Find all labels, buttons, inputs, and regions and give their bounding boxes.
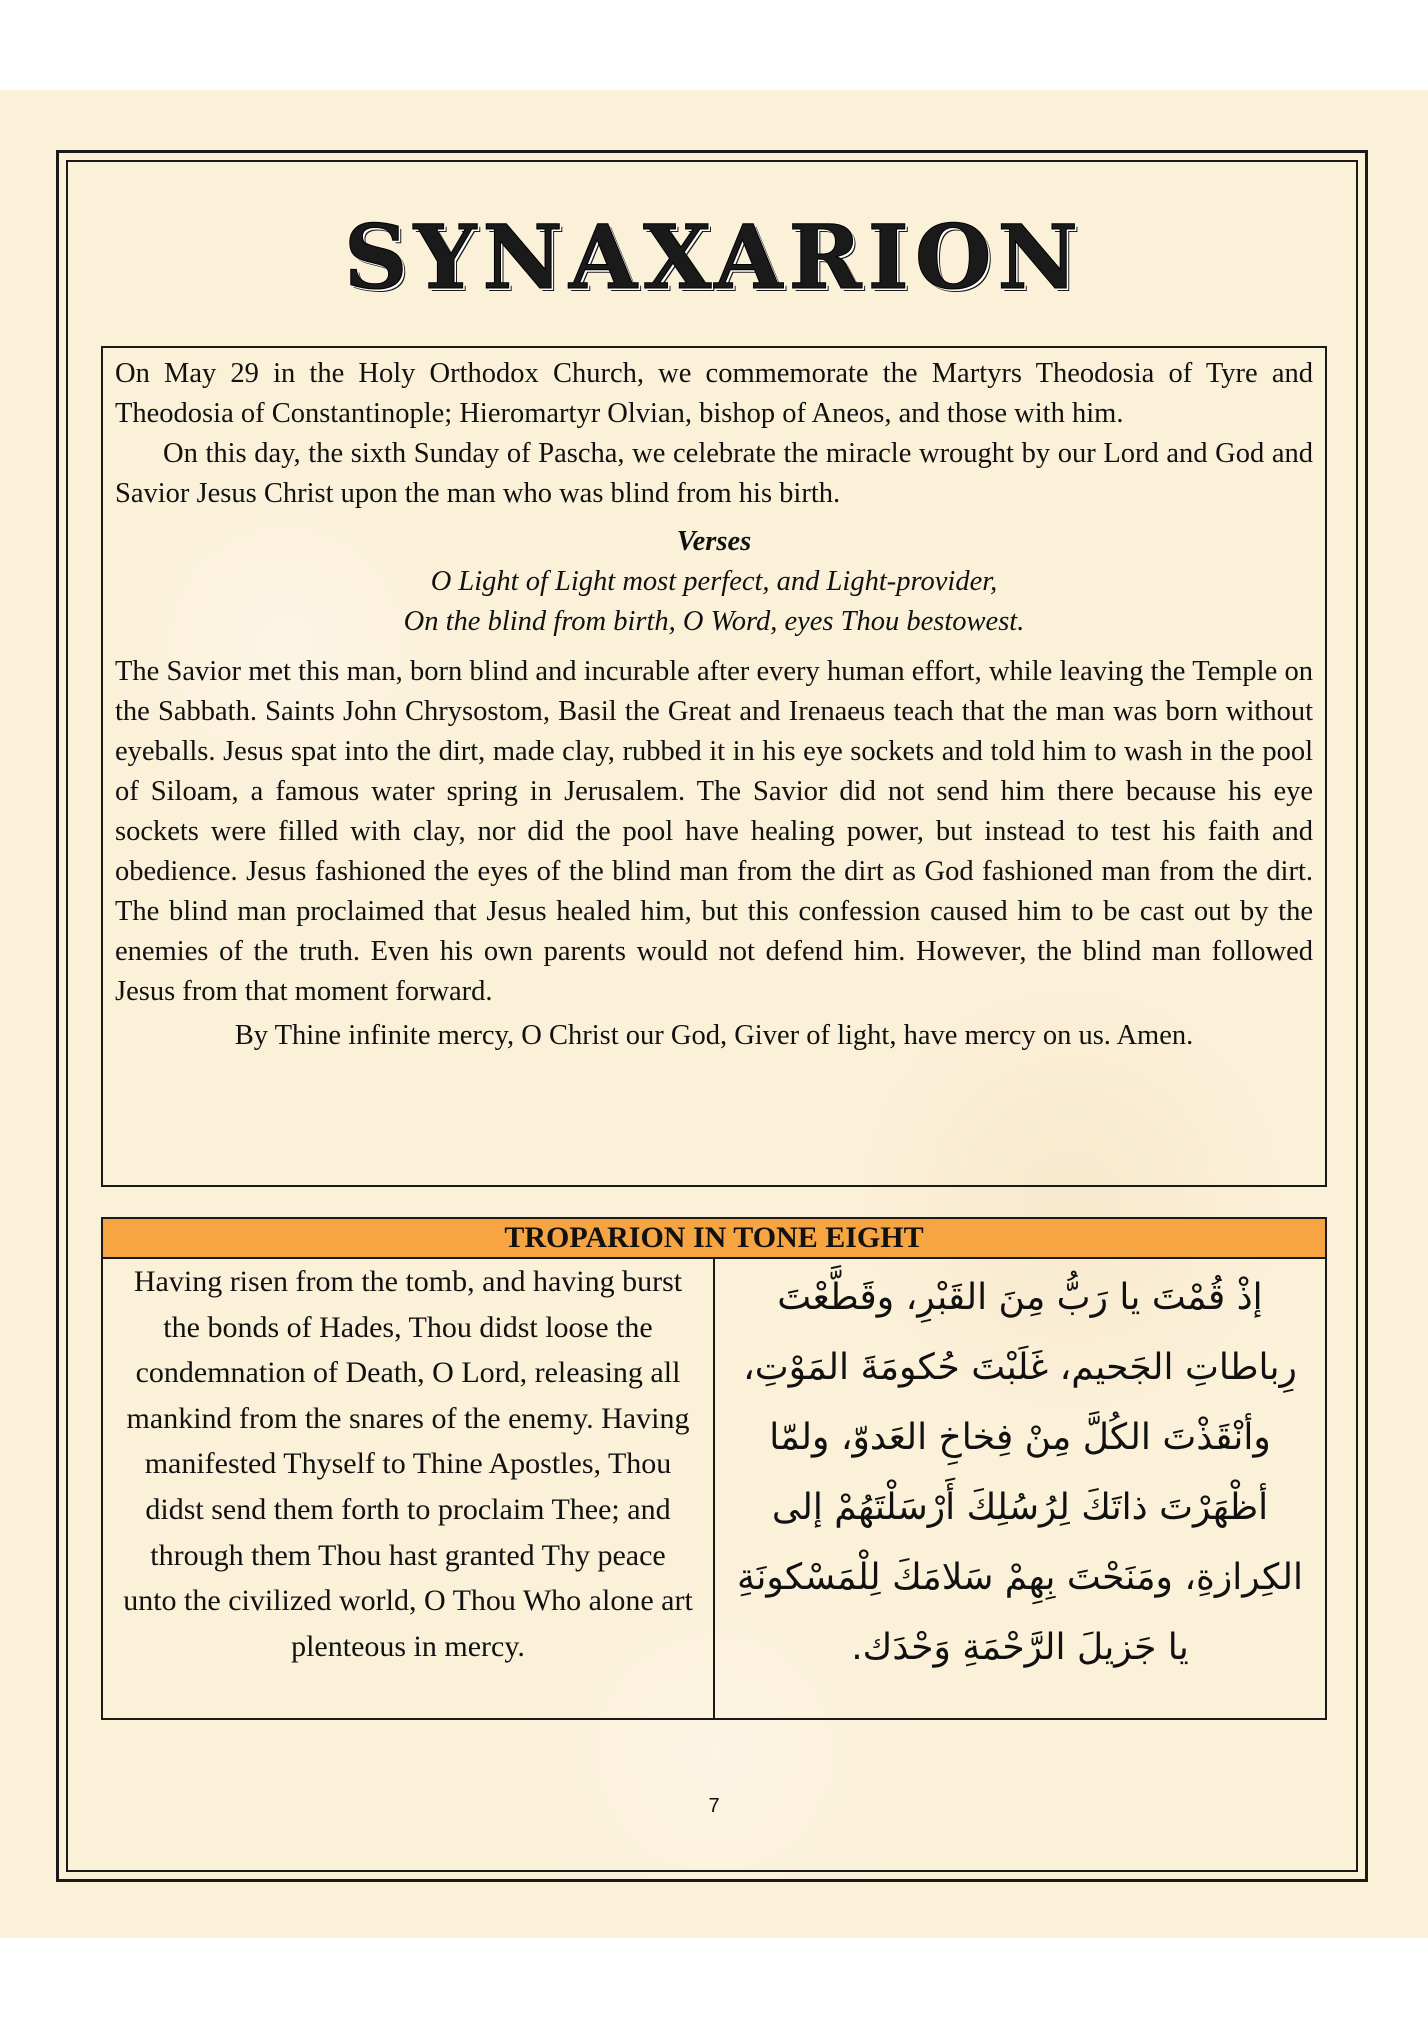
verses-heading: Verses bbox=[676, 526, 752, 557]
troparion-arabic bbox=[715, 1259, 1325, 1718]
closing-prayer: By Thine infinite mercy, O Christ our God, Giver of light, have mercy on us. Amen. bbox=[234, 1020, 1194, 1051]
troparion-heading: TROPARION IN TONE EIGHT bbox=[103, 1219, 1325, 1259]
verse-line: On the blind from birth, O Word, eyes Thou bestowest. bbox=[403, 606, 1025, 637]
page-title: SYNAXARION bbox=[344, 205, 1084, 309]
sunday-text: On this day, the sixth Sunday of Pascha, we celebrate the miracle wrought by our Lord and God and Savior Jesus Christ upon the man who was blind from his birth. bbox=[115, 438, 1313, 509]
commemoration-text: On May 29 in the Holy Orthodox Church, we commemorate the Martyrs Theodosia of Tyre and Theodosia of Constantinople; Hieromartyr Olvian, bishop of Aneos, and those with him. bbox=[115, 358, 1313, 429]
page-number: 7 bbox=[708, 1795, 720, 1817]
troparion-table bbox=[101, 1217, 1327, 1720]
synaxarion-box bbox=[101, 346, 1327, 1187]
troparion-arabic-text: إذْ قُمْتَ يا رَبُّ مِنَ القَبْرِ، وقَطَّعْتَ رِباطاتِ الجَحيم، غَلَبْتَ حُكومَةَ المَوْتِ، وأنْقَذْتَ الكُلَّ مِنْ فِخاخِ العَدوّ، ولمّا أظْهَرْتَ ذاتَكَ لِرُسُلِكَ أَرْسَلْتَهُمْ إلى الكِرازةِ، ومَنَحْتَ بِهِمْ سَلامَكَ لِلْمَسْكونَةِ يا جَزيلَ الرَّحْمَةِ وَحْدَك. bbox=[737, 1277, 1303, 1668]
narrative-text: The Savior met this man, born blind and incurable after every human effort, while leaving the Temple on the Sabbath. Saints John Chrysostom, Basil the Great and Irenaeus teach that the man was born without eyeballs. Jesus spat into the dirt, made clay, rubbed it in his eye sockets and told him to wash in the pool of Siloam, a famous water spring in Jerusalem. The Savior did not send him there because his eye sockets were filled with clay, nor did the pool have healing power, but instead to test his faith and obedience. Jesus fashioned the eyes of the blind man from the dirt as God fashioned man from the dirt. The blind man proclaimed that Jesus healed him, but this confession caused him to be cast out by the enemies of the truth. Even his own parents would not defend him. However, the blind man followed Jesus from that moment forward. bbox=[115, 656, 1313, 1007]
verse-line: O Light of Light most perfect, and Light-provider, bbox=[430, 566, 998, 597]
verses-block bbox=[115, 522, 1313, 642]
troparion-english: Having risen from the tomb, and having burst the bonds of Hades, Thou didst loose the condemnation of Death, O Lord, releasing all mankind from the snares of the enemy. Having manifested Thyself to Thine Apostles, Thou didst send them forth to proclaim Thee; and through them Thou hast granted Thy peace unto the civilized world, O Thou Who alone art plenteous in mercy. bbox=[103, 1259, 715, 1718]
